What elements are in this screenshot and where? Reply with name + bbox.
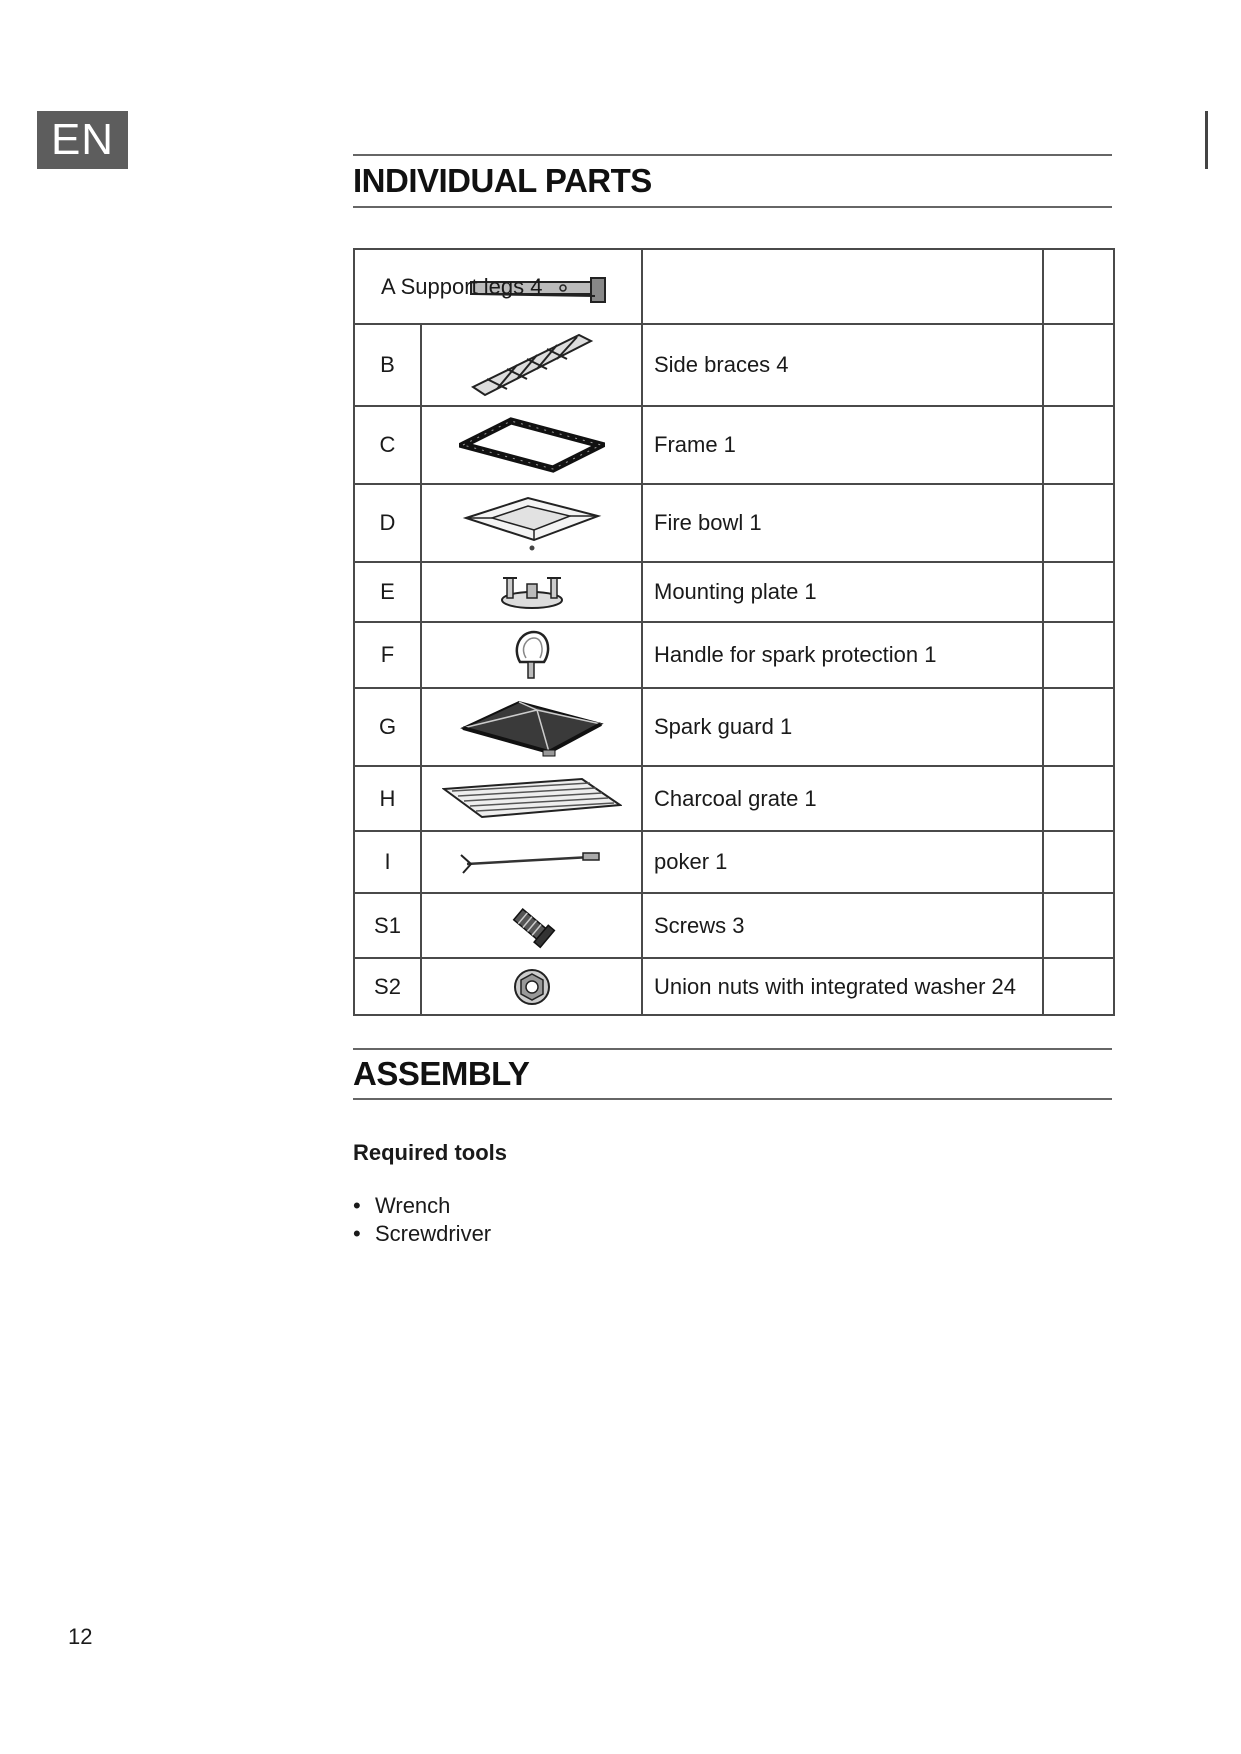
- part-qty-cell: [1043, 688, 1114, 766]
- section-rule-top: [353, 1048, 1112, 1050]
- tools-list: [353, 1192, 491, 1248]
- part-name: poker 1: [642, 831, 1043, 893]
- screw-icon: [506, 903, 558, 949]
- part-image-cell: [421, 958, 642, 1015]
- table-row: [354, 406, 1114, 484]
- part-qty-cell: [1043, 324, 1114, 406]
- table-row: [354, 249, 1114, 324]
- part-name: Screws 3: [642, 893, 1043, 958]
- section-title-individual-parts: INDIVIDUAL PARTS: [353, 162, 652, 199]
- part-image-cell: [421, 406, 642, 484]
- handle-icon: [510, 628, 554, 682]
- part-code: C: [354, 406, 421, 484]
- charcoal-grate-icon: [442, 775, 622, 823]
- spark-guard-icon: [459, 694, 605, 760]
- part-qty-cell: [1043, 622, 1114, 688]
- table-row: [354, 484, 1114, 562]
- section-title-assembly: ASSEMBLY: [353, 1055, 530, 1092]
- part-a-qty-cell: [1043, 249, 1114, 324]
- part-image-cell: [421, 562, 642, 622]
- part-image-cell: [421, 893, 642, 958]
- part-code: B: [354, 324, 421, 406]
- part-code: I: [354, 831, 421, 893]
- part-image-cell: [421, 622, 642, 688]
- bullet: •: [353, 1193, 361, 1218]
- tool-label: Screwdriver: [375, 1221, 492, 1246]
- table-row: [354, 831, 1114, 893]
- part-code: S2: [354, 958, 421, 1015]
- part-image-cell: [421, 484, 642, 562]
- table-row: [354, 622, 1114, 688]
- list-item: [353, 1220, 491, 1248]
- part-code: S1: [354, 893, 421, 958]
- table-row: [354, 324, 1114, 406]
- part-a-label: A Support legs 4: [381, 273, 543, 299]
- language-badge: EN: [37, 111, 128, 169]
- part-a-name-empty: [642, 249, 1043, 324]
- part-code: H: [354, 766, 421, 831]
- nut-icon: [512, 967, 552, 1007]
- part-name: Spark guard 1: [642, 688, 1043, 766]
- tool-label: Wrench: [375, 1193, 451, 1218]
- bullet: •: [353, 1221, 361, 1246]
- poker-icon: [457, 847, 607, 877]
- required-tools-title: Required tools: [353, 1140, 508, 1165]
- part-image-cell: [421, 688, 642, 766]
- list-item: [353, 1192, 491, 1220]
- part-code: F: [354, 622, 421, 688]
- part-image-cell: [421, 766, 642, 831]
- part-name: Mounting plate 1: [642, 562, 1043, 622]
- part-qty-cell: [1043, 766, 1114, 831]
- part-qty-cell: [1043, 831, 1114, 893]
- part-image-cell: [421, 324, 642, 406]
- part-name: Handle for spark protection 1: [642, 622, 1043, 688]
- part-name: Union nuts with integrated washer 24: [642, 958, 1043, 1015]
- part-name: Frame 1: [642, 406, 1043, 484]
- part-code: G: [354, 688, 421, 766]
- part-image-cell: [421, 831, 642, 893]
- part-qty-cell: [1043, 893, 1114, 958]
- part-qty-cell: [1043, 562, 1114, 622]
- part-qty-cell: [1043, 484, 1114, 562]
- part-code: E: [354, 562, 421, 622]
- page-edge-mark: [1205, 111, 1208, 169]
- side-brace-icon: [467, 329, 597, 401]
- page-number: 12: [68, 1624, 93, 1649]
- frame-icon: [459, 415, 605, 475]
- part-qty-cell: [1043, 406, 1114, 484]
- part-name: Charcoal grate 1: [642, 766, 1043, 831]
- section-rule-top: [353, 154, 1112, 156]
- mounting-plate-icon: [497, 572, 567, 612]
- parts-table: [353, 248, 1115, 1016]
- section-rule-bottom: [353, 206, 1112, 208]
- section-rule-bottom: [353, 1098, 1112, 1100]
- part-name: Fire bowl 1: [642, 484, 1043, 562]
- table-row: [354, 688, 1114, 766]
- part-code: D: [354, 484, 421, 562]
- table-row: [354, 766, 1114, 831]
- part-qty-cell: [1043, 958, 1114, 1015]
- table-row: [354, 562, 1114, 622]
- fire-bowl-icon: [462, 492, 602, 554]
- table-row: [354, 958, 1114, 1015]
- part-name: Side braces 4: [642, 324, 1043, 406]
- table-row: [354, 893, 1114, 958]
- part-cell-a: [354, 249, 642, 324]
